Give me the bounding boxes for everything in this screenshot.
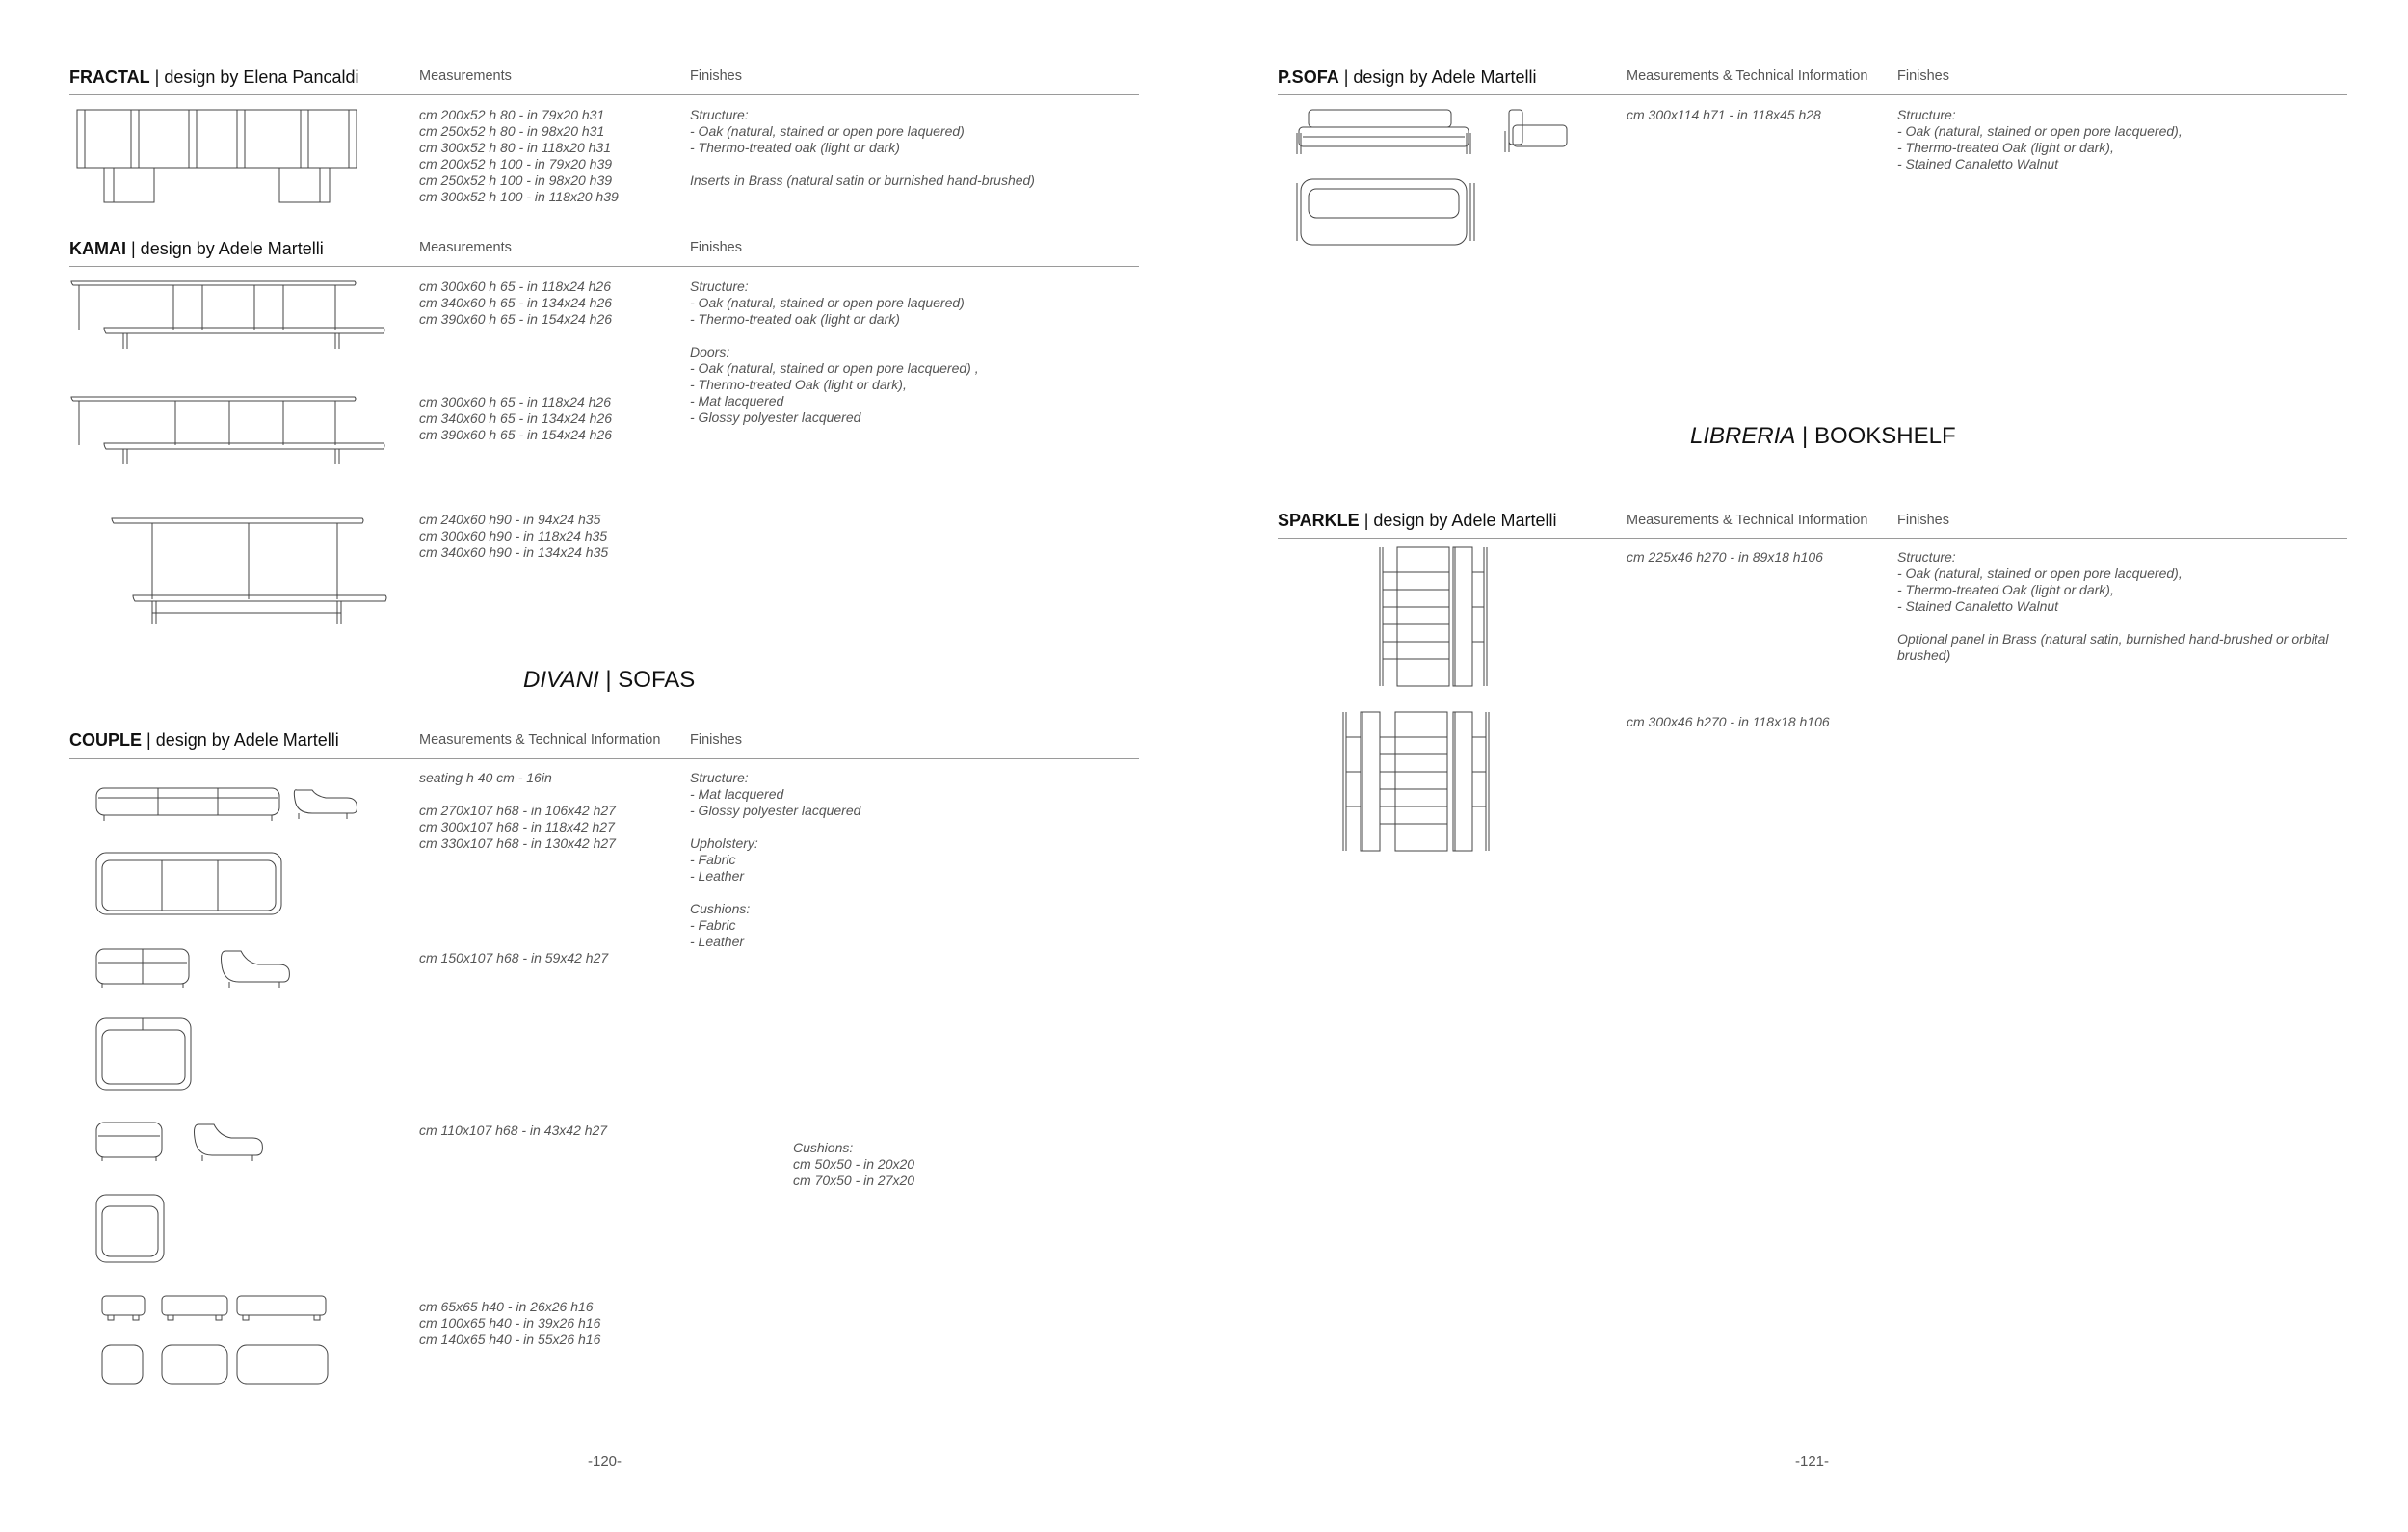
couple-cushions <box>793 1140 914 1189</box>
finish-line: - Fabric <box>690 917 736 933</box>
kamai-measurements-2 <box>419 394 612 443</box>
product-designer: | design by Adele Martelli <box>126 239 324 258</box>
finish-line: - Mat lacquered <box>690 786 784 802</box>
finish-line <box>690 156 1035 172</box>
finish-line: - Mat lacquered <box>690 393 784 409</box>
kamai-measurements-3 <box>419 512 608 561</box>
finish-line: Structure: <box>1897 549 1956 565</box>
couple-poufs-front-drawing <box>100 1294 331 1325</box>
measurements-header: Measurements & Technical Information <box>1627 513 1868 528</box>
measurement-line: cm 300x60 h90 - in 118x24 h35 <box>419 528 608 543</box>
measurement-line: cm 200x52 h 80 - in 79x20 h31 <box>419 107 605 122</box>
couple-poufs-top-drawing <box>100 1343 331 1387</box>
product-designer: | design by Adele Martelli <box>142 730 339 750</box>
measurement-line: cm 200x52 h 100 - in 79x20 h39 <box>419 156 613 172</box>
measurement-line: cm 240x60 h90 - in 94x24 h35 <box>419 512 601 527</box>
finish-line: Structure: <box>1897 107 1956 122</box>
section-title-rest: | BOOKSHELF <box>1795 423 1956 449</box>
kamai-drawing-3 <box>110 516 389 627</box>
couple-2seat-front-drawing <box>94 947 297 991</box>
psofa-front-drawing <box>1295 108 1478 158</box>
product-name: P.SOFA <box>1278 67 1339 87</box>
page-number-left: -120- <box>588 1453 622 1469</box>
psofa-title <box>1278 67 1537 88</box>
fractal-drawing <box>77 108 361 204</box>
product-name: SPARKLE <box>1278 511 1360 530</box>
sparkle-title <box>1278 511 1556 531</box>
fractal-measurements <box>419 107 619 205</box>
measurement-line: cm 340x60 h90 - in 134x24 h35 <box>419 544 609 560</box>
sparkle-finishes <box>1897 549 2329 664</box>
product-name: COUPLE <box>69 730 143 750</box>
finishes-header: Finishes <box>690 732 742 748</box>
measurement-line: cm 390x60 h 65 - in 154x24 h26 <box>419 427 613 442</box>
finish-line: - Thermo-treated oak (light or dark) <box>690 140 900 155</box>
fractal-title <box>69 67 358 88</box>
couple-measurements-2 <box>419 950 608 966</box>
couple-armchair-top-drawing <box>94 1193 167 1265</box>
measurement-line: cm 100x65 h40 - in 39x26 h16 <box>419 1315 601 1331</box>
couple-measurements-1 <box>419 770 616 852</box>
cushion-line: Cushions: <box>793 1140 854 1155</box>
section-title-sofas <box>523 667 695 694</box>
psofa-side-drawing <box>1503 108 1573 156</box>
finish-line: - Thermo-treated Oak (light or dark), <box>690 377 907 392</box>
section-title-rest: | SOFAS <box>598 667 696 693</box>
measurements-header: Measurements & Technical Information <box>1627 68 1868 84</box>
measurement-line: cm 330x107 h68 - in 130x42 h27 <box>419 835 616 851</box>
finishes-header: Finishes <box>1897 513 1949 528</box>
finish-line: Doors: <box>690 344 730 359</box>
section-title-italic: DIVANI <box>523 667 599 693</box>
measurement-line: cm 225x46 h270 - in 89x18 h106 <box>1627 549 1823 565</box>
couple-finishes <box>690 770 860 950</box>
finish-line: - Oak (natural, stained or open pore lacquered), <box>1897 123 2183 139</box>
measurement-line: cm 340x60 h 65 - in 134x24 h26 <box>419 410 613 426</box>
kamai-drawing-1 <box>69 279 387 352</box>
finish-line: Structure: <box>690 278 749 294</box>
finish-line: - Oak (natural, stained or open pore laquered) <box>690 295 965 310</box>
finish-line <box>1897 615 2329 631</box>
header-rule <box>1278 94 2347 95</box>
finish-line: - Thermo-treated Oak (light or dark), <box>1897 582 2114 597</box>
measurement-line: cm 110x107 h68 - in 43x42 h27 <box>419 1123 608 1138</box>
header-rule <box>69 758 1139 759</box>
finish-line: - Thermo-treated oak (light or dark) <box>690 311 900 327</box>
measurement-line: cm 300x60 h 65 - in 118x24 h26 <box>419 278 611 294</box>
finish-line: - Oak (natural, stained or open pore lacquered), <box>1897 566 2183 581</box>
measurement-line: cm 300x46 h270 - in 118x18 h106 <box>1627 714 1830 729</box>
fractal-finishes <box>690 107 1035 189</box>
finish-line: - Stained Canaletto Walnut <box>1897 598 2059 614</box>
finish-line <box>690 328 979 344</box>
measurement-line: cm 65x65 h40 - in 26x26 h16 <box>419 1299 594 1314</box>
couple-measurements-4 <box>419 1299 600 1348</box>
measurement-line <box>419 786 616 803</box>
couple-measurements-3 <box>419 1123 607 1139</box>
product-name: KAMAI <box>69 239 126 258</box>
finish-line: Structure: <box>690 770 749 785</box>
section-title-italic: LIBRERIA <box>1690 423 1796 449</box>
kamai-title <box>69 239 324 259</box>
measurement-line: cm 150x107 h68 - in 59x42 h27 <box>419 950 609 965</box>
couple-title <box>69 730 339 751</box>
measurement-line: seating h 40 cm - 16in <box>419 770 552 785</box>
sparkle-measurements-1 <box>1627 549 1823 566</box>
finish-line: - Leather <box>690 868 745 884</box>
sparkle-225-drawing <box>1378 545 1498 688</box>
measurements-header: Measurements & Technical Information <box>419 732 661 748</box>
cushion-line: cm 70x50 - in 27x20 <box>793 1173 915 1188</box>
finish-line: - Thermo-treated Oak (light or dark), <box>1897 140 2114 155</box>
header-rule <box>1278 538 2347 539</box>
measurement-line: cm 270x107 h68 - in 106x42 h27 <box>419 803 616 818</box>
measurement-line: cm 250x52 h 100 - in 98x20 h39 <box>419 172 613 188</box>
psofa-measurements <box>1627 107 1821 123</box>
header-rule <box>69 94 1139 95</box>
measurements-header: Measurements <box>419 240 512 255</box>
kamai-drawing-2 <box>69 395 387 467</box>
finish-line: - Oak (natural, stained or open pore laquered) <box>690 123 965 139</box>
measurement-line: cm 140x65 h40 - in 55x26 h16 <box>419 1332 601 1347</box>
header-rule <box>69 266 1139 267</box>
measurement-line: cm 340x60 h 65 - in 134x24 h26 <box>419 295 613 310</box>
finish-line: Inserts in Brass (natural satin or burnished hand-brushed) <box>690 172 1035 188</box>
measurement-line: cm 300x107 h68 - in 118x42 h27 <box>419 819 615 834</box>
finish-line <box>690 819 860 835</box>
couple-2seat-top-drawing <box>94 1017 200 1094</box>
finish-line: - Fabric <box>690 852 736 867</box>
finish-line <box>690 885 860 901</box>
sparkle-300-drawing <box>1341 710 1500 853</box>
product-designer: | design by Elena Pancaldi <box>149 67 359 87</box>
kamai-measurements-1 <box>419 278 612 328</box>
psofa-top-drawing <box>1295 177 1478 249</box>
measurement-line: cm 300x52 h 80 - in 118x20 h31 <box>419 140 611 155</box>
psofa-finishes <box>1897 107 2183 172</box>
finish-line: Upholstery: <box>690 835 758 851</box>
finish-line: - Oak (natural, stained or open pore lacquered) , <box>690 360 979 376</box>
finish-line: - Glossy polyester lacquered <box>690 803 861 818</box>
cushion-line: cm 50x50 - in 20x20 <box>793 1156 915 1172</box>
sparkle-measurements-2 <box>1627 714 1830 730</box>
measurement-line: cm 300x114 h71 - in 118x45 h28 <box>1627 107 1821 122</box>
product-name: FRACTAL <box>69 67 150 87</box>
finishes-header: Finishes <box>1897 68 1949 84</box>
product-designer: | design by Adele Martelli <box>1359 511 1557 530</box>
finish-line: brushed) <box>1897 647 1951 663</box>
couple-3seat-top-drawing <box>94 851 287 918</box>
finish-line: Structure: <box>690 107 749 122</box>
finishes-header: Finishes <box>690 68 742 84</box>
finish-line: - Stained Canaletto Walnut <box>1897 156 2059 172</box>
finish-line: Cushions: <box>690 901 751 916</box>
couple-3seat-front-drawing <box>94 786 359 825</box>
measurement-line: cm 300x52 h 100 - in 118x20 h39 <box>419 189 619 204</box>
finish-line: Optional panel in Brass (natural satin, burnished hand-brushed or orbital <box>1897 631 2329 647</box>
finishes-header: Finishes <box>690 240 742 255</box>
measurements-header: Measurements <box>419 68 512 84</box>
page-number-right: -121- <box>1795 1453 1830 1469</box>
measurement-line: cm 390x60 h 65 - in 154x24 h26 <box>419 311 613 327</box>
section-title-bookshelf <box>1690 423 1956 450</box>
finish-line: - Leather <box>690 934 745 949</box>
couple-armchair-front-drawing <box>94 1121 268 1164</box>
measurement-line: cm 250x52 h 80 - in 98x20 h31 <box>419 123 605 139</box>
finish-line: - Glossy polyester lacquered <box>690 409 861 425</box>
kamai-finishes <box>690 278 979 426</box>
product-designer: | design by Adele Martelli <box>1338 67 1537 87</box>
measurement-line: cm 300x60 h 65 - in 118x24 h26 <box>419 394 611 409</box>
